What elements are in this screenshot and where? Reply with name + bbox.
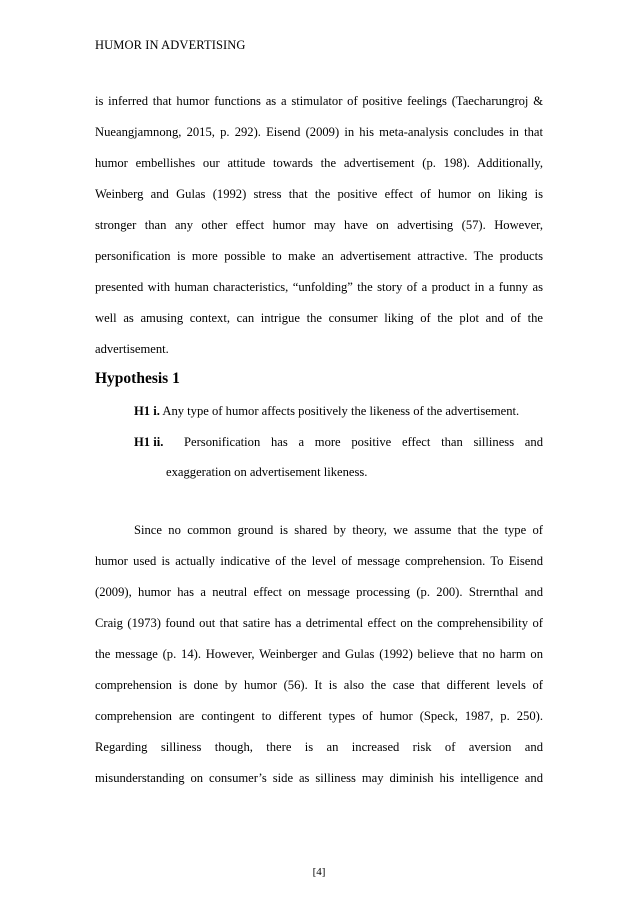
hypothesis-h1i-label: H1 i. [134,404,160,418]
paragraph-1-line: is inferred that humor functions as a stimulator of positive feelings (Taecharungroj & [95,94,543,108]
paragraph-2-line: comprehension is done by humor (56). It is also the case that different levels of [95,678,543,692]
running-head: HUMOR IN ADVERTISING [95,38,246,52]
hypothesis-h1i [134,404,519,419]
hypothesis-h1ii-label: H1 ii. [134,435,164,449]
hypothesis-h1i-text: Any type of humor affects positively the likeness of the advertisement. [159,404,520,418]
paragraph-1-line: Nueangjamnong, 2015, p. 292). Eisend (2009) in his meta-analysis concludes in that [95,125,543,139]
paragraph-1-line: personification is more possible to make an advertisement attractive. The products [95,249,543,263]
paragraph-2-line: Since no common ground is shared by theory, we assume that the type of [134,523,543,537]
hypothesis-h1ii-label-wrap [134,435,163,450]
hypothesis-h1ii-text-line2: exaggeration on advertisement likeness. [166,465,368,479]
paragraph-1-line: presented with human characteristics, “unfolding” the story of a product in a funny as [95,280,543,294]
hypothesis-h1ii-text-line1: Personification has a more positive effect than silliness and [184,435,543,449]
paragraph-2-line: Regarding silliness though, there is an increased risk of aversion and [95,740,543,754]
paragraph-1-line: well as amusing context, can intrigue the consumer liking of the plot and of the [95,311,543,325]
page-number: [4] [312,866,326,878]
paragraph-2-line: Craig (1973) found out that satire has a detrimental effect on the comprehensibility of [95,616,543,630]
paragraph-2-line: (2009), humor has a neutral effect on message processing (p. 200). Strernthal and [95,585,543,599]
paragraph-1-line: Weinberg and Gulas (1992) stress that the positive effect of humor on liking is [95,187,543,201]
hypothesis-heading: Hypothesis 1 [95,370,180,387]
paragraph-2-line: comprehension are contingent to different types of humor (Speck, 1987, p. 250). [95,709,543,723]
paragraph-2-line: the message (p. 14). However, Weinberger and Gulas (1992) believe that no harm on [95,647,543,661]
paragraph-1-line: advertisement. [95,342,169,356]
paragraph-2-line: misunderstanding on consumer’s side as silliness may diminish his intelligence and [95,771,543,785]
paragraph-2-line: humor used is actually indicative of the level of message comprehension. To Eisend [95,554,543,568]
paragraph-1-line: humor embellishes our attitude towards the advertisement (p. 198). Additionally, [95,156,543,170]
paragraph-1-line: stronger than any other effect humor may have on advertising (57). However, [95,218,543,232]
